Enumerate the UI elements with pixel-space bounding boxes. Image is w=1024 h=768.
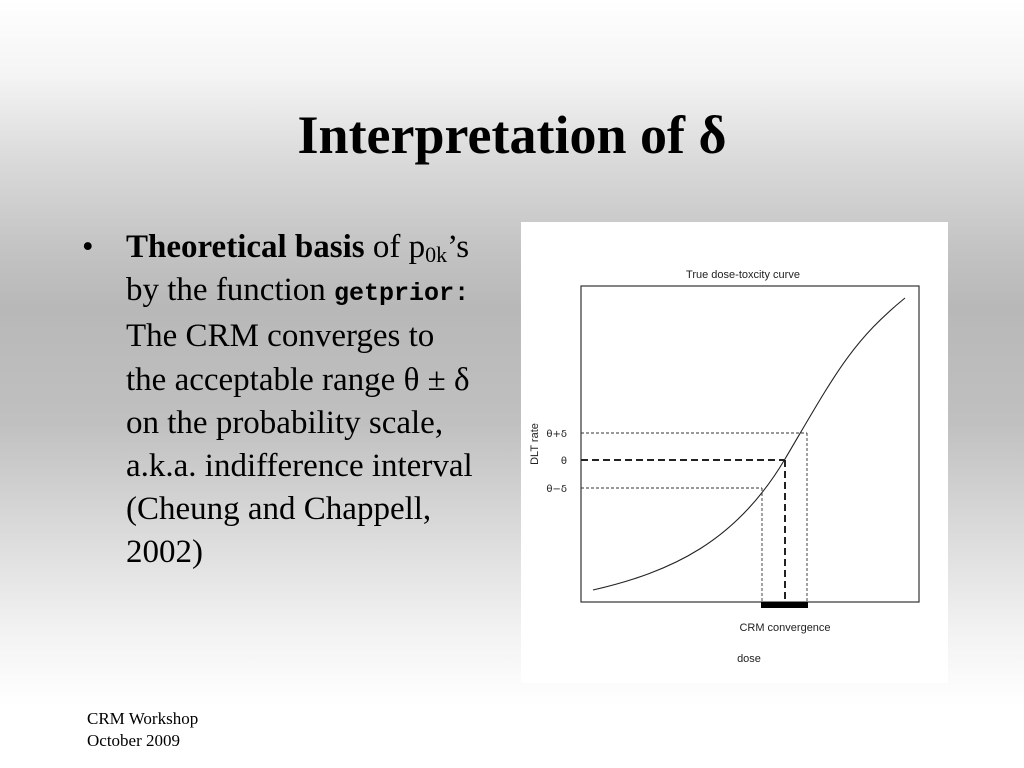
tick-label-upper: θ+δ — [546, 429, 567, 440]
tick-label-target: θ — [560, 456, 567, 467]
slide-title: Interpretation of δ — [297, 105, 727, 165]
bullet-item — [82, 226, 482, 575]
footer — [87, 708, 198, 752]
dose-toxicity-figure — [521, 222, 948, 683]
convergence-bar — [761, 602, 808, 608]
bullet-subscript: 0k — [425, 242, 448, 267]
bullet-marker: • — [82, 229, 94, 265]
bullet-text-part-2: ’s by the function — [126, 229, 470, 309]
bullet-bold-phrase: Theoretical basis — [126, 229, 365, 265]
bullet-text-part-1: of p — [364, 229, 426, 265]
plot-frame — [581, 286, 919, 602]
dose-toxicity-chart — [521, 222, 948, 683]
x-axis-label: dose — [737, 653, 761, 665]
footer-date: October 2009 — [87, 731, 181, 750]
bullet-text-part-3: The CRM converges to the acceptable range θ ± δ on the probability scale, a.k.a. indifference interval (Cheung and Chappell, 2002) — [126, 318, 473, 571]
convergence-annotation: CRM convergence — [739, 622, 831, 634]
tick-label-lower: θ−δ — [546, 484, 567, 495]
bullet-text — [126, 226, 482, 575]
function-name-code: getprior: — [334, 279, 470, 309]
footer-workshop: CRM Workshop — [87, 709, 199, 728]
dose-toxicity-curve — [593, 298, 905, 590]
y-axis-label: DLT rate — [529, 423, 541, 465]
chart-title: True dose-toxcity curve — [686, 269, 800, 281]
